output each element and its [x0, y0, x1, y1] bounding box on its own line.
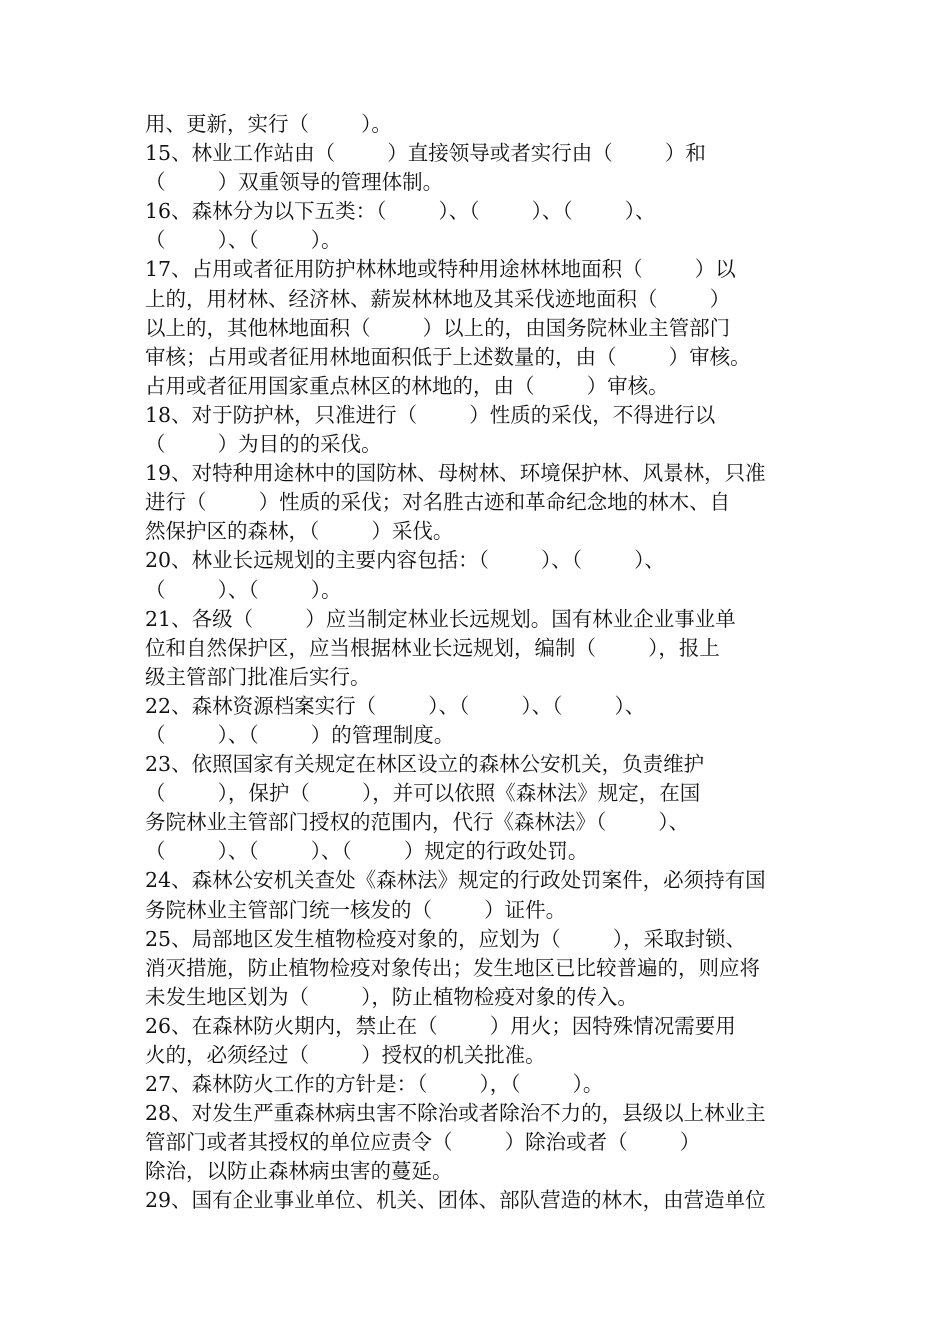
text-line: 20、林业长远规划的主要内容包括：（ ）、（ ）、	[145, 548, 665, 573]
text-line: 22、森林资源档案实行（ ）、（ ）、（ ）、	[145, 693, 646, 718]
text-line: （ ），保护（ ），并可以依照《森林法》规定，在国	[145, 781, 701, 806]
text-line: 除治，以防止森林病虫害的蔓延。	[145, 1159, 453, 1184]
text-line: 管部门或者其授权的单位应责令（ ）除治或者（ ）	[145, 1130, 701, 1155]
text-line: 25、局部地区发生植物检疫对象的，应划为（ ），采取封锁、	[145, 926, 746, 951]
text-line: 17、占用或者征用防护林林地或特种用途林林地面积（ ）以	[145, 257, 736, 282]
text-line: 15、林业工作站由（ ）直接领导或者实行由（ ）和	[145, 141, 706, 166]
text-line: 消灭措施，防止植物检疫对象传出；发生地区已比较普遍的，则应将	[145, 955, 760, 980]
text-line: 23、依照国家有关规定在林区设立的森林公安机关，负责维护	[145, 752, 705, 777]
text-line: （ ）双重领导的管理体制。	[145, 170, 444, 195]
text-line: 21、各级（ ）应当制定林业长远规划。国有林业企业事业单	[145, 606, 736, 631]
text-line: 然保护区的森林，（ ）采伐。	[145, 519, 454, 544]
text-line: 用、更新，实行（ ）。	[145, 112, 392, 136]
text-line: 占用或者征用国家重点林区的林地的，由（ ）审核。	[145, 373, 669, 398]
text-line: 24、森林公安机关查处《森林法》规定的行政处罚案件，必须持有国	[145, 868, 766, 893]
text-line: 未发生地区划为（ ），防止植物检疫对象的传入。	[145, 984, 638, 1009]
text-line: 火的，必须经过（ ）授权的机关批准。	[145, 1043, 546, 1067]
text-line: 16、森林分为以下五类：（ ）、（ ）、（ ）、	[145, 199, 656, 224]
text-line: （ ）、（ ）。	[145, 228, 342, 253]
text-line: 28、对发生严重森林病虫害不除治或者除治不力的，县级以上林业主	[145, 1101, 766, 1126]
text-line: （ ）、（ ）。	[145, 577, 342, 602]
text-line: （ ）为目的的采伐。	[145, 432, 382, 457]
text-line: 务院林业主管部门授权的范围内，代行《森林法》（ ）、	[145, 810, 690, 835]
text-line: 29、国有企业事业单位、机关、团体、部队营造的林木，由营造单位	[145, 1188, 766, 1213]
text-line: （ ）、（ ）、（ ）规定的行政处罚。	[145, 839, 589, 864]
text-line: 级主管部门批准后实行。	[145, 664, 371, 689]
text-line: 27、森林防火工作的方针是：（ ），（ ）。	[145, 1072, 604, 1097]
text-line: 上的，用材林、经济林、薪炭林林地及其采伐迹地面积（ ）	[145, 286, 731, 311]
text-line: 审核；占用或者征用林地面积低于上述数量的，由（ ）审核。	[145, 344, 751, 369]
text-line: （ ）、（ ）的管理制度。	[145, 722, 455, 747]
text-line: 26、在森林防火期内，禁止在（ ）用火；因特殊情况需要用	[145, 1013, 736, 1038]
text-line: 务院林业主管部门统一核发的（ ）证件。	[145, 897, 567, 922]
text-line: 位和自然保护区，应当根据林业长远规划，编制（ ），报上	[145, 635, 720, 660]
document-body	[145, 110, 810, 1216]
text-line: 19、对特种用途林中的国防林、母树林、环境保护林、风景林，只准	[145, 461, 766, 486]
text-line: 进行（ ）性质的采伐；对名胜古迹和革命纪念地的林木、自	[145, 490, 731, 515]
text-line: 以上的，其他林地面积（ ）以上的，由国务院林业主管部门	[145, 315, 731, 340]
text-line: 18、对于防护林，只准进行（ ）性质的采伐，不得进行以	[145, 402, 716, 427]
